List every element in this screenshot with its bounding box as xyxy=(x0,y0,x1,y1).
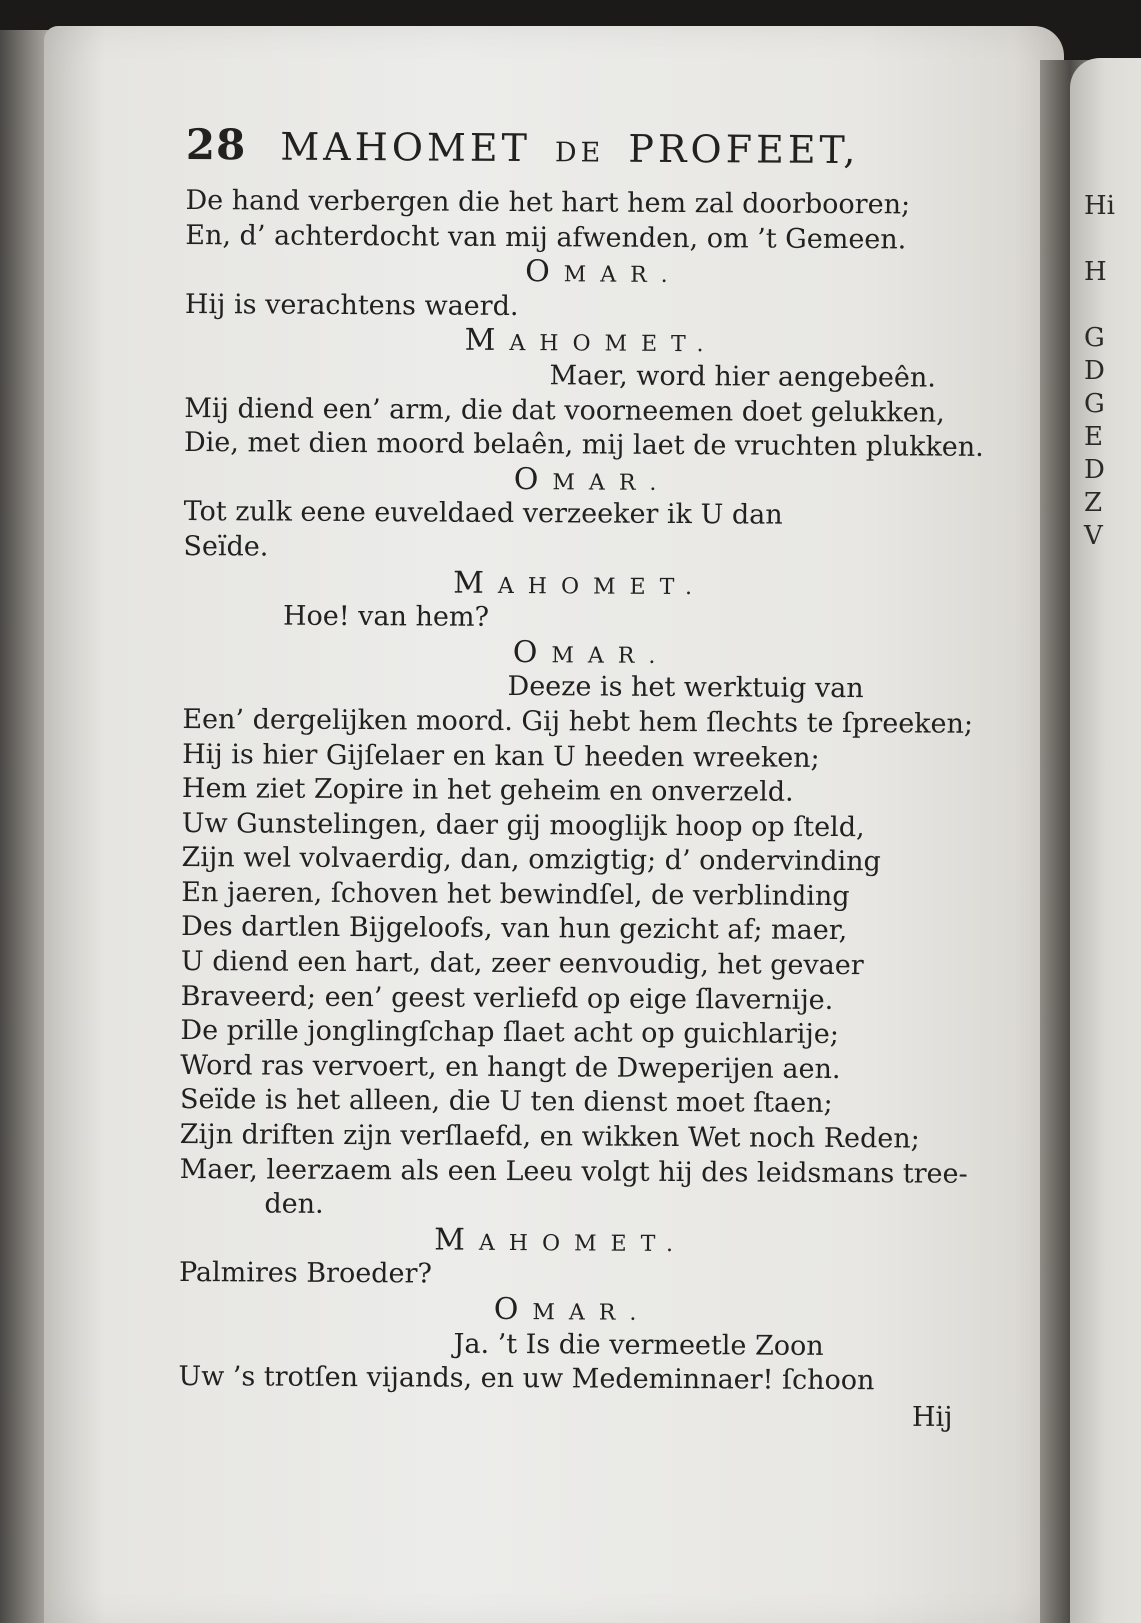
verse-line: Maer, word hier aengebeên. xyxy=(549,360,936,394)
verse-line: Ja. ’t Is die vermeetle Zoon xyxy=(453,1328,824,1362)
verse-line: Zijn wel volvaerdig, dan, omzigtig; d’ ondervinding xyxy=(181,842,881,878)
right-page-fragment xyxy=(1084,223,1141,256)
verse-line: Seïde. xyxy=(183,530,269,563)
speaker-rest: MAR. xyxy=(551,642,670,669)
right-page-fragment: D xyxy=(1084,356,1105,386)
verse-line: Zijn driften zijn verſlaefd, en wikken Wet noch Reden; xyxy=(179,1119,920,1155)
verse-line: Braveerd; een’ geest verliefd op eige ſlavernije. xyxy=(180,980,834,1016)
speaker-rest: MAR. xyxy=(532,1300,651,1326)
speaker-initial: M xyxy=(464,323,510,359)
speaker-initial: O xyxy=(512,634,552,670)
verse-line: Een’ dergelijken moord. Gij hebt hem ſlechts te ſpreeken; xyxy=(182,703,974,740)
verse-line: Seïde is het alleen, die U ten dienst moet ſtaen; xyxy=(179,1084,833,1120)
running-header xyxy=(185,120,986,189)
right-page-fragment: V xyxy=(1084,521,1103,551)
right-page-fragment: G xyxy=(1084,323,1105,353)
verse-line: Tot zulk eene euveldaed verzeeker ik U dan xyxy=(183,496,783,531)
speaker-label xyxy=(184,461,984,500)
speaker-initial: O xyxy=(525,254,564,290)
page-text xyxy=(178,120,986,1400)
right-page-fragment xyxy=(1084,289,1141,322)
verse-line: Uw ’s trotſen vijands, en uw Medeminnaer! ſchoon xyxy=(178,1361,875,1397)
verse-line: Die, met dien moord belaên, mij laet de vruchten plukken. xyxy=(183,427,984,464)
right-page-fragment: E xyxy=(1084,422,1103,452)
right-page-fragment: Z xyxy=(1084,488,1103,518)
verse-line: Hoe! van hem? xyxy=(282,600,490,633)
verse-line: En, d’ achterdocht van mij afwenden, om ’t Gemeen. xyxy=(185,219,907,255)
verse-line: De hand verbergen die het hart hem zal doorbooren; xyxy=(185,184,911,221)
right-page-fragment: Hi xyxy=(1084,191,1115,221)
verse-line: den. xyxy=(264,1188,324,1221)
speaker-initial: O xyxy=(513,461,553,497)
right-page-fragments xyxy=(1084,190,1141,553)
speaker-label xyxy=(185,322,985,361)
speaker-rest: AHOMET. xyxy=(478,1230,688,1257)
verse-line: En jaeren, ſchoven het bewindſel, de verblinding xyxy=(181,876,850,912)
speaker-initial: O xyxy=(493,1291,533,1328)
verse-line: Deeze is het werktuig van xyxy=(507,671,864,705)
speaker-initial: M xyxy=(453,565,499,601)
verse-line: Uw Gunstelingen, daer gij mooglijk hoop op ſteld, xyxy=(181,807,865,843)
speaker-rest: MAR. xyxy=(552,469,671,496)
verse-line: Hem ziet Zopire in het geheim en onverzeld. xyxy=(181,773,794,808)
header-title-mahomet: MAHOMET xyxy=(280,124,532,171)
verse-line: Maer, leerzaem als een Leeu volgt hij des leidsmans tree- xyxy=(179,1153,968,1190)
speaker-label xyxy=(183,634,983,673)
verse-line: Palmires Broeder? xyxy=(178,1257,432,1290)
verse-line: Hij is hier Gijſelaer en kan U heeden wreeken; xyxy=(182,738,820,774)
speaker-rest: AHOMET. xyxy=(509,331,718,358)
catchword: Hij xyxy=(912,1402,953,1433)
speaker-label xyxy=(179,1291,979,1330)
verse-line: Hij is verachtens waerd. xyxy=(184,288,519,322)
verse-line: Des dartlen Bijgeloofs, van hun gezicht af; maer, xyxy=(181,911,848,947)
right-page-fragment: G xyxy=(1084,389,1105,419)
speaker-rest: AHOMET. xyxy=(497,573,707,600)
speaker-rest: MAR. xyxy=(563,262,682,289)
header-title-de: DE xyxy=(554,137,605,169)
verse-line: De prille jonglingſchap ſlaet acht op guichlarije; xyxy=(180,1015,839,1051)
verse-lines xyxy=(178,184,985,1400)
page-number: 28 xyxy=(185,120,247,170)
header-title-profeet: PROFEET, xyxy=(628,126,860,173)
right-page-fragment: H xyxy=(1084,257,1107,287)
speaker-label xyxy=(179,1222,979,1261)
speaker-label xyxy=(185,253,985,292)
right-page-fragment: D xyxy=(1084,455,1105,485)
verse-line: Mij diend een’ arm, die dat voorneemen doet gelukken, xyxy=(184,392,945,429)
speaker-initial: M xyxy=(434,1222,480,1258)
verse-line: U diend een hart, dat, zeer eenvoudig, het gevaer xyxy=(180,946,864,982)
verse-line: Word ras vervoert, en hangt de Dweperijen aen. xyxy=(180,1049,841,1085)
speaker-label xyxy=(183,565,983,604)
